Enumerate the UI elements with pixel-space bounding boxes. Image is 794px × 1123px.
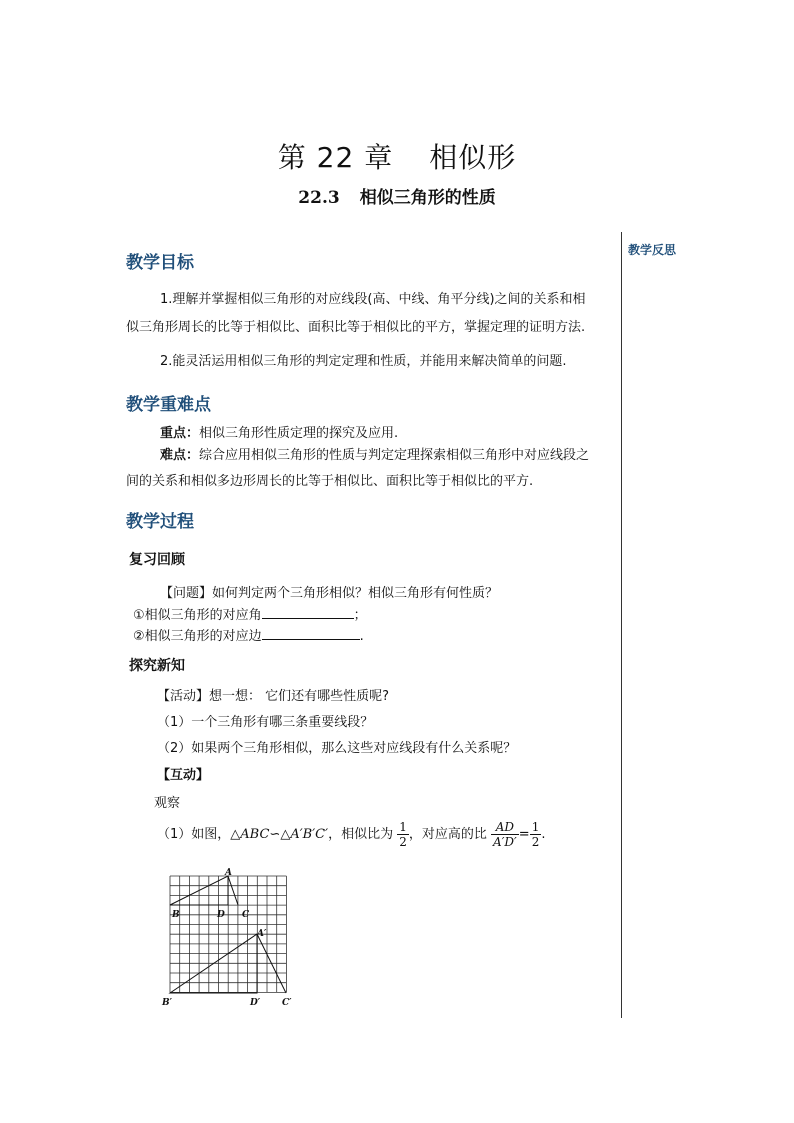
triangle-abc: ABC	[240, 827, 270, 842]
label-b: B	[172, 910, 180, 920]
objective-item-1-line-1: 1.理解并掌握相似三角形的对应线段(高、中线、角平分线)之间的关系和相	[160, 292, 586, 307]
section-number: 22.3	[298, 188, 340, 208]
chapter-prefix: 第 22 章	[277, 141, 394, 174]
difficulty-label: 难点：	[160, 448, 200, 463]
difficulty-text-1: 综合应用相似三角形的性质与判定定理探索相似三角形中对应线段之	[199, 448, 590, 463]
height-numerator: AD	[491, 820, 519, 835]
column-divider	[621, 232, 622, 1018]
height-ratio-value	[530, 820, 542, 849]
answer-blank-1[interactable]	[262, 604, 354, 619]
explore-question-1: （1）一个三角形有哪三条重要线段？	[157, 715, 374, 730]
key-points-heading: 教学重难点	[126, 395, 211, 415]
label-c-prime: C′	[282, 998, 292, 1008]
similar-symbol: ∽	[269, 827, 281, 842]
triangle-symbol: △	[280, 827, 291, 842]
height-denominator: A′D′	[493, 835, 517, 849]
objective-item-1-line-2: 似三角形周长的比等于相似比、面积比等于相似比的平方，掌握定理的证明方法.	[126, 320, 586, 335]
ratio-denominator: 2	[399, 835, 407, 849]
ratio-numerator: 1	[399, 820, 407, 834]
equals-sign: =	[518, 827, 530, 842]
section-title	[0, 183, 794, 208]
review-item-2-end: .	[359, 629, 364, 644]
result-denominator: 2	[531, 835, 540, 849]
process-heading: 教学过程	[126, 512, 194, 532]
similarity-statement	[157, 820, 545, 849]
focus-line	[126, 423, 620, 445]
objectives-body	[126, 286, 620, 376]
statement-end: .	[541, 827, 546, 842]
statement-prefix: （1）如图，△	[157, 827, 241, 842]
review-item-1-text: ①相似三角形的对应角	[133, 608, 262, 623]
label-d: D	[217, 910, 225, 920]
difficulty-line-2: 间的关系和相似多边形周长的比等于相似比、面积比等于相似比的平方.	[126, 474, 534, 489]
objective-item-2: 2.能灵活运用相似三角形的判定定理和性质，并能用来解决简单的问题.	[160, 354, 567, 369]
result-numerator: 1	[531, 820, 540, 834]
chapter-name: 相似形	[429, 141, 517, 174]
statement-ratio-text: ，相似比为	[328, 827, 394, 842]
difficulty-line-1	[126, 445, 620, 467]
review-item-2-text: ②相似三角形的对应边	[133, 629, 262, 644]
section-name: 相似三角形的性质	[359, 188, 496, 208]
answer-blank-2[interactable]	[262, 625, 360, 640]
review-item-1-end: ；	[353, 608, 367, 623]
triangle-abc-prime: A′B′C′	[290, 827, 329, 842]
review-item-1	[133, 604, 367, 623]
interaction-label: 【互动】	[157, 768, 210, 783]
label-a-prime: A′	[257, 929, 267, 939]
similar-triangles-figure	[160, 866, 300, 1012]
label-c: C	[242, 910, 250, 920]
focus-text: 相似三角形性质定理的探究及应用.	[199, 426, 399, 441]
focus-label: 重点：	[160, 426, 200, 441]
side-ac	[228, 876, 238, 905]
review-heading: 复习回顾	[129, 552, 185, 568]
review-item-2	[133, 625, 364, 644]
label-d-prime: D′	[250, 998, 261, 1008]
explore-heading: 探究新知	[129, 658, 185, 674]
key-points-body	[126, 423, 620, 493]
explore-activity: 【活动】想一想： 它们还有哪些性质呢?	[157, 689, 390, 704]
similarity-ratio	[397, 820, 409, 849]
statement-height-text: ，对应高的比	[408, 827, 487, 842]
label-b-prime: B′	[162, 998, 172, 1008]
explore-question-2: （2）如果两个三角形相似，那么这些对应线段有什么关系呢？	[157, 741, 517, 756]
observe-label: 观察	[154, 796, 181, 811]
reflection-label: 教学反思	[628, 243, 677, 257]
height-ratio	[491, 820, 519, 849]
review-question: 【问题】如何判定两个三角形相似？相似三角形有何性质？	[160, 586, 499, 601]
objectives-heading: 教学目标	[126, 253, 194, 273]
chapter-title	[0, 136, 794, 176]
label-a: A	[225, 868, 232, 878]
